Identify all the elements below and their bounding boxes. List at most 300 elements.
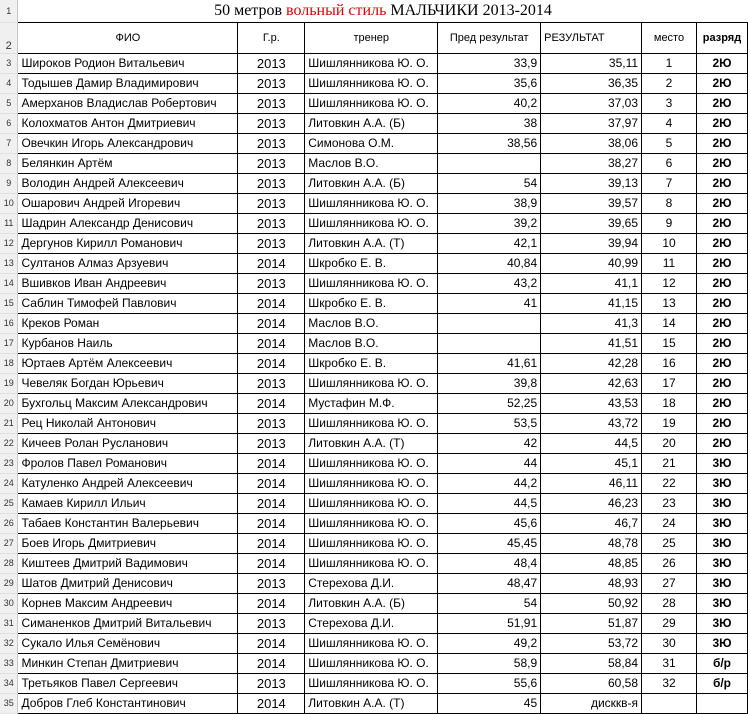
cell-place[interactable]: 7 (642, 174, 697, 194)
table-row (0, 694, 748, 714)
cell-name[interactable]: Минкин Степан Дмитриевич (18, 654, 238, 674)
row-number[interactable]: 30 (0, 594, 18, 614)
cell-year[interactable]: 2014 (238, 354, 305, 374)
cell-result[interactable]: 46,7 (541, 514, 642, 534)
cell-rank[interactable]: 3Ю (696, 594, 747, 614)
cell-rank[interactable]: 2Ю (696, 154, 747, 174)
cell-year[interactable]: 2013 (238, 234, 305, 254)
cell-rank[interactable]: 3Ю (696, 574, 747, 594)
cell-coach[interactable]: Литовкин А.А. (Т) (305, 694, 438, 714)
cell-name[interactable]: Дергунов Кирилл Романович (18, 234, 238, 254)
cell-coach[interactable]: Шишлянникова Ю. О. (305, 54, 438, 74)
cell-result[interactable]: 39,57 (541, 194, 642, 214)
header-result[interactable]: РЕЗУЛЬТАТ (541, 23, 642, 54)
cell-rank[interactable]: 2Ю (696, 334, 747, 354)
cell-coach[interactable]: Шишлянникова Ю. О. (305, 494, 438, 514)
cell-result[interactable]: 46,23 (541, 494, 642, 514)
row-number[interactable]: 25 (0, 494, 18, 514)
cell-year[interactable]: 2013 (238, 54, 305, 74)
table-row (0, 474, 748, 494)
cell-coach[interactable]: Шкробко Е. В. (305, 294, 438, 314)
cell-coach[interactable]: Шкробко Е. В. (305, 254, 438, 274)
cell-result[interactable]: 39,65 (541, 214, 642, 234)
header-fio[interactable]: ФИО (18, 23, 238, 54)
table-row (0, 594, 748, 614)
cell-coach[interactable]: Маслов В.О. (305, 154, 438, 174)
cell-name[interactable]: Колохматов Антон Дмитриевич (18, 114, 238, 134)
row-number[interactable]: 20 (0, 394, 18, 414)
cell-result[interactable]: 37,03 (541, 94, 642, 114)
table-row (0, 334, 748, 354)
cell-place[interactable]: 31 (642, 654, 697, 674)
cell-year[interactable]: 2013 (238, 114, 305, 134)
cell-prev-result[interactable]: 55,6 (438, 674, 541, 694)
cell-result[interactable]: 41,51 (541, 334, 642, 354)
cell-rank[interactable]: 3Ю (696, 634, 747, 654)
cell-rank[interactable]: 2Ю (696, 354, 747, 374)
cell-place[interactable]: 12 (642, 274, 697, 294)
cell-prev-result[interactable]: 38 (438, 114, 541, 134)
cell-rank[interactable]: 2Ю (696, 74, 747, 94)
row-number[interactable]: 27 (0, 534, 18, 554)
cell-year[interactable]: 2014 (238, 334, 305, 354)
cell-name[interactable]: Юртаев Артём Алексеевич (18, 354, 238, 374)
cell-coach[interactable]: Маслов В.О. (305, 314, 438, 334)
cell-name[interactable]: Султанов Алмаз Арзуевич (18, 254, 238, 274)
cell-prev-result[interactable]: 45,45 (438, 534, 541, 554)
cell-coach[interactable]: Шишлянникова Ю. О. (305, 474, 438, 494)
cell-result[interactable]: 42,63 (541, 374, 642, 394)
cell-year[interactable]: 2013 (238, 434, 305, 454)
cell-result[interactable]: 41,15 (541, 294, 642, 314)
cell-name[interactable]: Володин Андрей Алексеевич (18, 174, 238, 194)
cell-coach[interactable]: Мустафин М.Ф. (305, 394, 438, 414)
cell-result[interactable]: 48,85 (541, 554, 642, 574)
cell-year[interactable]: 2014 (238, 294, 305, 314)
cell-coach[interactable]: Шкробко Е. В. (305, 354, 438, 374)
cell-name[interactable]: Овечкин Игорь Александрович (18, 134, 238, 154)
cell-prev-result[interactable]: 42,1 (438, 234, 541, 254)
cell-prev-result[interactable] (438, 154, 541, 174)
cell-prev-result[interactable]: 39,2 (438, 214, 541, 234)
cell-result[interactable]: 37,97 (541, 114, 642, 134)
cell-coach[interactable]: Шишлянникова Ю. О. (305, 654, 438, 674)
cell-result[interactable]: 58,84 (541, 654, 642, 674)
cell-prev-result[interactable]: 38,9 (438, 194, 541, 214)
row-number[interactable]: 19 (0, 374, 18, 394)
cell-place[interactable]: 30 (642, 634, 697, 654)
row-number[interactable]: 1 (0, 0, 18, 23)
cell-prev-result[interactable]: 54 (438, 594, 541, 614)
cell-name[interactable]: Широков Родион Витальевич (18, 54, 238, 74)
row-number[interactable]: 15 (0, 294, 18, 314)
row-number[interactable]: 13 (0, 254, 18, 274)
cell-name[interactable]: Амерханов Владислав Робертович (18, 94, 238, 114)
table-row (0, 74, 748, 94)
cell-rank[interactable]: 3Ю (696, 514, 747, 534)
sheet-title[interactable] (18, 0, 748, 23)
row-number[interactable]: 32 (0, 634, 18, 654)
cell-year[interactable]: 2014 (238, 594, 305, 614)
cell-prev-result[interactable]: 48,4 (438, 554, 541, 574)
row-number[interactable]: 23 (0, 454, 18, 474)
cell-prev-result[interactable]: 44 (438, 454, 541, 474)
cell-coach[interactable]: Стерехова Д.И. (305, 614, 438, 634)
table-row (0, 314, 748, 334)
cell-year[interactable]: 2014 (238, 654, 305, 674)
cell-name[interactable]: Сукало Илья Семёнович (18, 634, 238, 654)
cell-place[interactable]: 2 (642, 74, 697, 94)
cell-result[interactable]: 42,28 (541, 354, 642, 374)
row-number[interactable]: 35 (0, 694, 18, 714)
cell-name[interactable]: Курбанов Наиль (18, 334, 238, 354)
cell-rank[interactable]: 3Ю (696, 534, 747, 554)
cell-result[interactable]: 41,1 (541, 274, 642, 294)
cell-name[interactable]: Чевеляк Богдан Юрьевич (18, 374, 238, 394)
table-row (0, 134, 748, 154)
cell-place[interactable]: 5 (642, 134, 697, 154)
cell-rank[interactable]: 3Ю (696, 554, 747, 574)
cell-place[interactable]: 27 (642, 574, 697, 594)
cell-place[interactable]: 16 (642, 354, 697, 374)
header-rank[interactable]: разряд (696, 23, 747, 54)
header-year[interactable]: Г.р. (238, 23, 305, 54)
row-number[interactable]: 17 (0, 334, 18, 354)
cell-name[interactable]: Ошарович Андрей Игоревич (18, 194, 238, 214)
cell-rank[interactable]: 2Ю (696, 434, 747, 454)
cell-name[interactable]: Камаев Кирилл Ильич (18, 494, 238, 514)
cell-result[interactable]: 39,13 (541, 174, 642, 194)
row-number[interactable]: 6 (0, 114, 18, 134)
cell-year[interactable]: 2014 (238, 494, 305, 514)
cell-rank[interactable]: 2Ю (696, 234, 747, 254)
cell-rank[interactable]: 2Ю (696, 114, 747, 134)
cell-prev-result[interactable]: 51,91 (438, 614, 541, 634)
row-number[interactable]: 28 (0, 554, 18, 574)
cell-rank[interactable]: 2Ю (696, 294, 747, 314)
cell-name[interactable]: Симаненков Дмитрий Витальевич (18, 614, 238, 634)
cell-name[interactable]: Тодышев Дамир Владимирович (18, 74, 238, 94)
cell-name[interactable]: Креков Роман (18, 314, 238, 334)
cell-coach[interactable]: Литовкин А.А. (Т) (305, 434, 438, 454)
cell-name[interactable]: Катуленко Андрей Алексеевич (18, 474, 238, 494)
table-row (0, 254, 748, 274)
cell-prev-result[interactable]: 45 (438, 694, 541, 714)
cell-prev-result[interactable]: 39,8 (438, 374, 541, 394)
cell-place[interactable] (642, 694, 697, 714)
cell-year[interactable]: 2014 (238, 534, 305, 554)
cell-name[interactable]: Шадрин Александр Денисович (18, 214, 238, 234)
cell-rank[interactable]: 2Ю (696, 274, 747, 294)
cell-place[interactable]: 21 (642, 454, 697, 474)
cell-place[interactable]: 1 (642, 54, 697, 74)
cell-name[interactable]: Добров Глеб Константинович (18, 694, 238, 714)
cell-result[interactable]: 38,06 (541, 134, 642, 154)
cell-result[interactable]: 51,87 (541, 614, 642, 634)
row-number[interactable]: 29 (0, 574, 18, 594)
cell-year[interactable]: 2014 (238, 314, 305, 334)
cell-rank[interactable]: 2Ю (696, 54, 747, 74)
row-number[interactable]: 33 (0, 654, 18, 674)
cell-coach[interactable]: Шишлянникова Ю. О. (305, 554, 438, 574)
row-number[interactable]: 8 (0, 154, 18, 174)
row-number[interactable]: 21 (0, 414, 18, 434)
cell-place[interactable]: 25 (642, 534, 697, 554)
cell-coach[interactable]: Шишлянникова Ю. О. (305, 374, 438, 394)
cell-coach[interactable]: Шишлянникова Ю. О. (305, 414, 438, 434)
cell-place[interactable]: 8 (642, 194, 697, 214)
cell-coach[interactable]: Шишлянникова Ю. О. (305, 194, 438, 214)
cell-result[interactable]: 48,78 (541, 534, 642, 554)
cell-result[interactable]: 60,58 (541, 674, 642, 694)
cell-result[interactable]: 48,93 (541, 574, 642, 594)
row-number[interactable]: 12 (0, 234, 18, 254)
cell-rank[interactable]: 2Ю (696, 94, 747, 114)
cell-prev-result[interactable]: 44,5 (438, 494, 541, 514)
cell-prev-result[interactable]: 38,56 (438, 134, 541, 154)
cell-name[interactable]: Белянкин Артём (18, 154, 238, 174)
table-row (0, 274, 748, 294)
cell-rank[interactable]: 2Ю (696, 394, 747, 414)
cell-year[interactable]: 2014 (238, 554, 305, 574)
cell-result[interactable]: дисккв-я (541, 694, 642, 714)
table-row (0, 414, 748, 434)
cell-result[interactable]: 46,11 (541, 474, 642, 494)
cell-rank[interactable]: 2Ю (696, 134, 747, 154)
row-number[interactable]: 2 (0, 23, 18, 54)
cell-prev-result[interactable]: 41,61 (438, 354, 541, 374)
cell-year[interactable]: 2014 (238, 474, 305, 494)
row-number[interactable]: 26 (0, 514, 18, 534)
cell-place[interactable]: 10 (642, 234, 697, 254)
row-number[interactable]: 5 (0, 94, 18, 114)
cell-year[interactable]: 2014 (238, 514, 305, 534)
cell-prev-result[interactable]: 48,47 (438, 574, 541, 594)
cell-place[interactable]: 9 (642, 214, 697, 234)
cell-rank[interactable]: 2Ю (696, 314, 747, 334)
cell-year[interactable]: 2013 (238, 134, 305, 154)
cell-year[interactable]: 2013 (238, 414, 305, 434)
row-number[interactable]: 34 (0, 674, 18, 694)
cell-rank[interactable]: 2Ю (696, 414, 747, 434)
cell-result[interactable]: 45,1 (541, 454, 642, 474)
cell-prev-result[interactable]: 44,2 (438, 474, 541, 494)
cell-place[interactable]: 24 (642, 514, 697, 534)
cell-result[interactable]: 39,94 (541, 234, 642, 254)
cell-result[interactable]: 40,99 (541, 254, 642, 274)
cell-name[interactable]: Фролов Павел Романович (18, 454, 238, 474)
cell-place[interactable]: 11 (642, 254, 697, 274)
cell-coach[interactable]: Маслов В.О. (305, 334, 438, 354)
cell-coach[interactable]: Шишлянникова Ю. О. (305, 454, 438, 474)
cell-year[interactable]: 2013 (238, 194, 305, 214)
cell-prev-result[interactable] (438, 334, 541, 354)
row-number[interactable]: 14 (0, 274, 18, 294)
cell-coach[interactable]: Шишлянникова Ю. О. (305, 634, 438, 654)
cell-name[interactable]: Кичеев Ролан Русланович (18, 434, 238, 454)
cell-year[interactable]: 2014 (238, 694, 305, 714)
cell-name[interactable]: Киштеев Дмитрий Вадимович (18, 554, 238, 574)
cell-rank[interactable] (696, 694, 747, 714)
cell-prev-result[interactable]: 54 (438, 174, 541, 194)
cell-name[interactable]: Рец Николай Антонович (18, 414, 238, 434)
cell-result[interactable]: 44,5 (541, 434, 642, 454)
cell-year[interactable]: 2013 (238, 94, 305, 114)
cell-rank[interactable]: 2Ю (696, 254, 747, 274)
cell-coach[interactable]: Шишлянникова Ю. О. (305, 94, 438, 114)
cell-prev-result[interactable]: 53,5 (438, 414, 541, 434)
cell-place[interactable]: 23 (642, 494, 697, 514)
cell-result[interactable]: 41,3 (541, 314, 642, 334)
row-number[interactable]: 3 (0, 54, 18, 74)
cell-prev-result[interactable]: 33,9 (438, 54, 541, 74)
cell-rank[interactable]: 3Ю (696, 474, 747, 494)
cell-coach[interactable]: Шишлянникова Ю. О. (305, 514, 438, 534)
cell-year[interactable]: 2013 (238, 174, 305, 194)
cell-year[interactable]: 2014 (238, 634, 305, 654)
cell-place[interactable]: 29 (642, 614, 697, 634)
cell-year[interactable]: 2013 (238, 274, 305, 294)
cell-year[interactable]: 2013 (238, 574, 305, 594)
cell-coach[interactable]: Литовкин А.А. (Т) (305, 234, 438, 254)
cell-place[interactable]: 32 (642, 674, 697, 694)
cell-coach[interactable]: Стерехова Д.И. (305, 574, 438, 594)
cell-coach[interactable]: Литовкин А.А. (Б) (305, 594, 438, 614)
row-number[interactable]: 18 (0, 354, 18, 374)
cell-place[interactable]: 15 (642, 334, 697, 354)
cell-year[interactable]: 2013 (238, 614, 305, 634)
table-row (0, 674, 748, 694)
table-row (0, 154, 748, 174)
cell-prev-result[interactable] (438, 314, 541, 334)
cell-place[interactable]: 4 (642, 114, 697, 134)
cell-prev-result[interactable]: 40,2 (438, 94, 541, 114)
cell-result[interactable]: 38,27 (541, 154, 642, 174)
cell-coach[interactable]: Шишлянникова Ю. О. (305, 674, 438, 694)
cell-prev-result[interactable]: 49,2 (438, 634, 541, 654)
row-number[interactable]: 22 (0, 434, 18, 454)
cell-prev-result[interactable]: 35,6 (438, 74, 541, 94)
table-row (0, 94, 748, 114)
cell-name[interactable]: Корнев Максим Андреевич (18, 594, 238, 614)
cell-prev-result[interactable]: 40,84 (438, 254, 541, 274)
table-row (0, 214, 748, 234)
cell-result[interactable]: 36,35 (541, 74, 642, 94)
table-row (0, 174, 748, 194)
cell-rank[interactable]: б/р (696, 654, 747, 674)
cell-year[interactable]: 2013 (238, 214, 305, 234)
cell-rank[interactable]: 3Ю (696, 494, 747, 514)
cell-place[interactable]: 14 (642, 314, 697, 334)
row-number[interactable]: 16 (0, 314, 18, 334)
row-number[interactable]: 31 (0, 614, 18, 634)
cell-place[interactable]: 6 (642, 154, 697, 174)
cell-prev-result[interactable]: 43,2 (438, 274, 541, 294)
cell-name[interactable]: Боев Игорь Дмитриевич (18, 534, 238, 554)
table-row (0, 394, 748, 414)
cell-prev-result[interactable]: 58,9 (438, 654, 541, 674)
row-number[interactable]: 11 (0, 214, 18, 234)
cell-rank[interactable]: 2Ю (696, 194, 747, 214)
cell-place[interactable]: 20 (642, 434, 697, 454)
cell-name[interactable]: Табаев Константин Валерьевич (18, 514, 238, 534)
cell-place[interactable]: 22 (642, 474, 697, 494)
cell-rank[interactable]: 2Ю (696, 174, 747, 194)
cell-coach[interactable]: Шишлянникова Ю. О. (305, 74, 438, 94)
header-row (0, 23, 748, 54)
title-prefix: 50 метров (214, 2, 287, 19)
cell-prev-result[interactable]: 41 (438, 294, 541, 314)
title-row (0, 0, 748, 23)
header-prev-result[interactable]: Пред результат (438, 23, 541, 54)
cell-place[interactable]: 3 (642, 94, 697, 114)
cell-prev-result[interactable]: 52,25 (438, 394, 541, 414)
cell-prev-result[interactable]: 42 (438, 434, 541, 454)
cell-result[interactable]: 43,53 (541, 394, 642, 414)
cell-result[interactable]: 53,72 (541, 634, 642, 654)
cell-place[interactable]: 18 (642, 394, 697, 414)
cell-prev-result[interactable]: 45,6 (438, 514, 541, 534)
row-number[interactable]: 10 (0, 194, 18, 214)
cell-rank[interactable]: 2Ю (696, 214, 747, 234)
cell-coach[interactable]: Литовкин А.А. (Б) (305, 114, 438, 134)
cell-name[interactable]: Третьяков Павел Сергеевич (18, 674, 238, 694)
cell-place[interactable]: 13 (642, 294, 697, 314)
table-row (0, 114, 748, 134)
cell-rank[interactable]: б/р (696, 674, 747, 694)
row-number[interactable]: 4 (0, 74, 18, 94)
cell-year[interactable]: 2014 (238, 394, 305, 414)
cell-coach[interactable]: Симонова О.М. (305, 134, 438, 154)
cell-year[interactable]: 2013 (238, 74, 305, 94)
cell-rank[interactable]: 3Ю (696, 614, 747, 634)
cell-coach[interactable]: Литовкин А.А. (Б) (305, 174, 438, 194)
cell-name[interactable]: Шатов Дмитрий Денисович (18, 574, 238, 594)
cell-result[interactable]: 43,72 (541, 414, 642, 434)
header-place[interactable]: место (642, 23, 697, 54)
cell-year[interactable]: 2013 (238, 674, 305, 694)
header-coach[interactable]: тренер (305, 23, 438, 54)
cell-year[interactable]: 2013 (238, 154, 305, 174)
table-row (0, 294, 748, 314)
cell-rank[interactable]: 3Ю (696, 454, 747, 474)
row-number[interactable]: 9 (0, 174, 18, 194)
cell-year[interactable]: 2014 (238, 454, 305, 474)
table-row (0, 234, 748, 254)
cell-result[interactable]: 35,11 (541, 54, 642, 74)
cell-place[interactable]: 26 (642, 554, 697, 574)
table-row (0, 534, 748, 554)
cell-rank[interactable]: 2Ю (696, 374, 747, 394)
cell-place[interactable]: 28 (642, 594, 697, 614)
cell-name[interactable]: Саблин Тимофей Павлович (18, 294, 238, 314)
cell-coach[interactable]: Шишлянникова Ю. О. (305, 274, 438, 294)
cell-result[interactable]: 50,92 (541, 594, 642, 614)
cell-year[interactable]: 2013 (238, 374, 305, 394)
cell-name[interactable]: Бухгольц Максим Александрович (18, 394, 238, 414)
row-number[interactable]: 7 (0, 134, 18, 154)
table-row (0, 494, 748, 514)
cell-coach[interactable]: Шишлянникова Ю. О. (305, 214, 438, 234)
cell-place[interactable]: 17 (642, 374, 697, 394)
cell-year[interactable]: 2014 (238, 254, 305, 274)
row-number[interactable]: 24 (0, 474, 18, 494)
table-row (0, 554, 748, 574)
cell-coach[interactable]: Шишлянникова Ю. О. (305, 534, 438, 554)
cell-name[interactable]: Вшивков Иван Андреевич (18, 274, 238, 294)
cell-place[interactable]: 19 (642, 414, 697, 434)
table-row (0, 654, 748, 674)
